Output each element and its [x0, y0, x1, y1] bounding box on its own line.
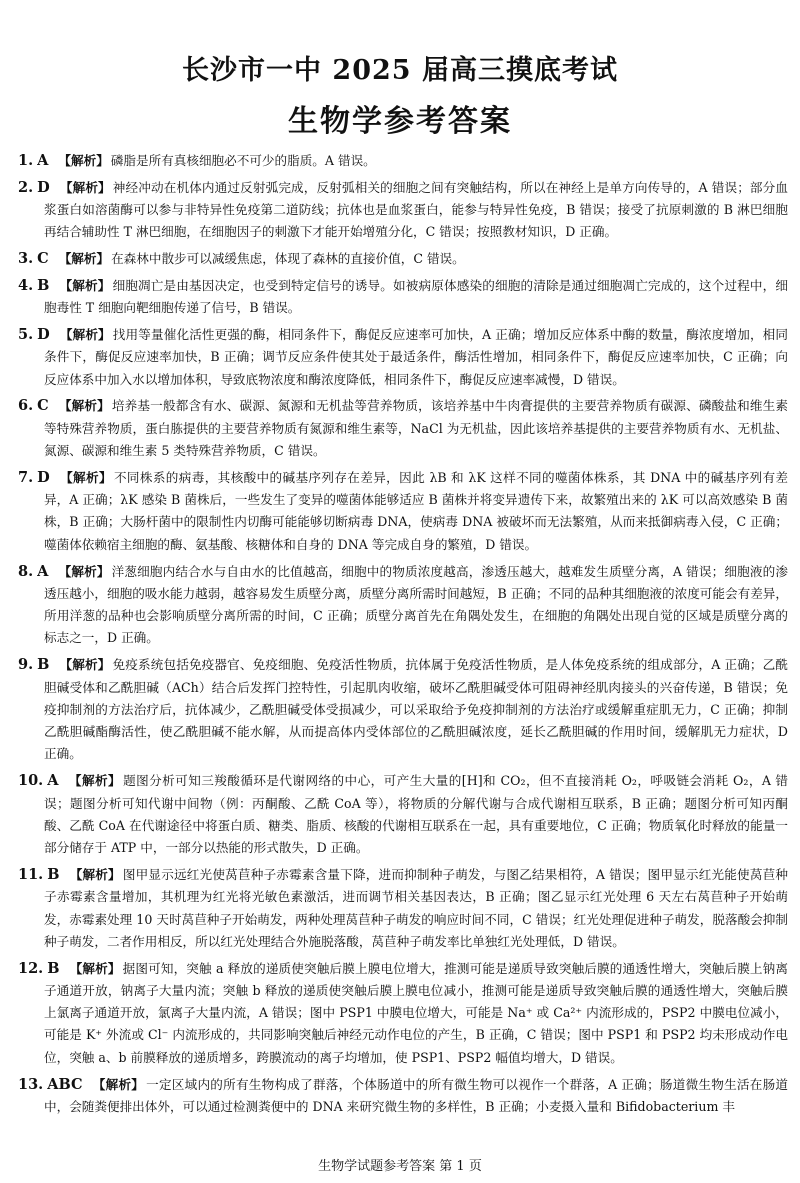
question-number: 7. [18, 468, 34, 486]
analysis-text: 据图可知，突触 a 释放的递质使突触后膜上膜电位增大，推测可能是递质导致突触后膜的通透性增大，突触后膜上钠离子通道开放，钠离子大量内流；突触 b 释放的递质使突触后膜上膜电位减小，推测可能是递质导致突触后膜的通透性增大，突触后膜上氯离子通道开放，氯离子大量内流，A 错误；图中 PSP1 中膜电位增大，可能是 Na⁺ 或 Ca²⁺ 内流形成的，PSP2 中膜电位减小，可能是 K⁺ 外流或 Cl⁻ 内流形成的，共同影响突触后神经元动作电位的产生，B 正确，C 错误；图中 PSP1 和 PSP2 均未形成动作电位，突触 a、b 前膜释放的递质增多，跨膜流动的离子均增加，使 PSP1、PSP2 幅值均增大，D 错误。 [44, 960, 789, 1065]
analysis-tag: 【解析】 [59, 657, 111, 673]
analysis-tag: 【解析】 [58, 398, 110, 414]
question-number: 3. [18, 250, 34, 268]
analysis-tag: 【解析】 [59, 179, 111, 195]
analysis-tag: 【解析】 [58, 251, 110, 267]
analysis-text: 磷脂是所有真核细胞必不可少的脂质。A 错误。 [110, 153, 376, 168]
analysis-text: 一定区域内的所有生物构成了群落，个体肠道中的所有微生物可以视作一个群落，A 正确；肠道微生物生活在肠道中，会随粪便排出体外，可以通过检测粪便中的 DNA 来研究微生物的多样性，B 正确；小麦摄入量和 Bifidobacterium 丰 [44, 1076, 789, 1114]
page-subtitle: 生物学参考答案 [288, 104, 512, 139]
answer-list [18, 150, 788, 1123]
answer-choice: D [37, 326, 50, 344]
question-number: 2. [18, 178, 34, 196]
question-number: 10. [18, 772, 44, 790]
question-number: 8. [18, 562, 34, 580]
answer-choice: C [37, 250, 49, 268]
analysis-text: 免疫系统包括免疫器官、免疫细胞、免疫活性物质，抗体属于免疫活性物质，是人体免疫系统的组成部分，A 正确；乙酰胆碱受体和乙酰胆碱（ACh）结合后发挥门控特性，引起肌肉收缩，破坏乙酰胆碱受体可阻碍神经肌肉接头的兴奋传递，B 错误；免疫抑制剂的方法治疗后，抗体减少，乙酰胆碱受体受损减少，可以采取给予免疫抑制剂的方法治疗或缓解重症肌无力，C 正确；抑制乙酰胆碱酯酶活性，使乙酰胆碱不能水解，从而提高体内受体部位的乙酰胆碱浓度，延长乙酰胆碱的作用时间，缓解肌无力症状，D 正确。 [44, 657, 789, 762]
page-footer: 生物学试题参考答案 第 1 页 [318, 1159, 482, 1174]
answer-item [18, 561, 788, 650]
answer-item [18, 958, 788, 1069]
answer-choice: D [37, 178, 50, 196]
answer-item [18, 248, 788, 270]
answer-choice: A [47, 772, 59, 790]
question-number: 4. [18, 276, 34, 294]
question-number: 11. [18, 865, 44, 883]
answer-item [18, 770, 788, 859]
answer-item [18, 467, 788, 556]
answer-choice: D [37, 468, 50, 486]
analysis-tag: 【解析】 [59, 277, 111, 293]
answer-item [18, 654, 788, 765]
answer-choice: B [37, 276, 50, 294]
analysis-text: 洋葱细胞内结合水与自由水的比值越高，细胞中的物质浓度越高，渗透压越大，越难发生质壁分离，A 错误；细胞液的渗透压越小，细胞的吸水能力越弱，越容易发生质壁分离，质壁分离所需时间越短，B 正确；不同的品种其细胞液的浓度可能会有差异，所用洋葱的品种也会影响质壁分离所需的时间，C 正确；质壁分离首先在角隅处发生，在细胞的角隅处出现自觉的区域是质壁分离的标志之一，D 正确。 [44, 563, 788, 646]
analysis-text: 培养基一般都含有水、碳源、氮源和无机盐等营养物质，该培养基中牛肉膏提供的主要营养物质有碳源、磷酸盐和维生素等特殊营养物质，蛋白胨提供的主要营养物质有氮源和维生素等，NaCl 为无机盐，因此该培养基提供的主要营养物质有水、无机盐、氮源、碳源和维生素 5 类特殊营养物质，C 错误。 [44, 398, 789, 459]
analysis-tag: 【解析】 [69, 960, 121, 976]
analysis-tag: 【解析】 [69, 866, 121, 882]
answer-choice: B [47, 959, 60, 977]
analysis-text: 神经冲动在机体内通过反射弧完成，反射弧相关的细胞之间有突触结构，所以在神经上是单方向传导的，A 错误；部分血浆蛋白如溶菌酶可以参与非特异性免疫第二道防线；抗体也是血浆蛋白，能参与特异性免疫，B 错误；接受了抗原刺激的 B 淋巴细胞再结合辅助性 T 淋巴细胞，在细胞因子的刺激下才能开始增殖分化，C 错误；按照教材知识，D 正确。 [44, 179, 788, 240]
analysis-tag: 【解析】 [92, 1076, 145, 1092]
question-number: 6. [18, 397, 34, 415]
analysis-text: 找用等量催化活性更强的酶，相同条件下，酶促反应速率可加快，A 正确；增加反应体系中酶的数量，酶浓度增加，相同条件下，酶促反应速率加快，B 正确；调节反应条件使其处于最适条件，酶活性增加，相同条件下，酶促反应速率加快，C 正确；向反应体系中加入水以增加体积，导致底物浓度和酶浓度降低，相同条件下，酶促反应速率减慢，D 错误。 [44, 327, 788, 387]
question-number: 5. [18, 326, 34, 344]
analysis-tag: 【解析】 [59, 327, 111, 343]
answer-item [18, 177, 788, 244]
analysis-text: 不同株系的病毒，其核酸中的碱基序列存在差异，因此 λB 和 λK 这样不同的噬菌体株系，其 DNA 中的碱基序列有差异，A 正确；λK 感染 B 菌株后，一些发生了变异的噬菌体能够适应 B 菌株并将变异遗传下来，故繁殖出来的 λK 可以高效感染 B 菌株，B 正确；大肠杆菌中的限制性内切酶可能能够切断病毒 DNA，使病毒 DNA 被破坏而无法繁殖，从而来抵御病毒入侵，C 正确；噬菌体依赖宿主细胞的酶、氨基酸、核糖体和自身的 DNA 等完成自身的繁殖，D 错误。 [44, 469, 789, 552]
question-number: 12. [18, 959, 44, 977]
question-number: 9. [18, 656, 34, 674]
question-number: 13. [18, 1075, 44, 1093]
page-title: 长沙市一中 2025 届高三摸底考试 [182, 55, 618, 86]
answer-item [18, 1074, 788, 1119]
question-number: 1. [18, 152, 34, 169]
analysis-text: 在森林中散步可以减缓焦虑，体现了森林的直接价值，C 错误。 [111, 251, 465, 267]
analysis-tag: 【解析】 [58, 153, 109, 168]
answer-item [18, 150, 788, 172]
answer-item [18, 395, 788, 462]
answer-item [18, 324, 788, 391]
analysis-tag: 【解析】 [59, 469, 112, 485]
answer-choice: ABC [47, 1075, 83, 1093]
analysis-text: 题图分析可知三羧酸循环是代谢网络的中心，可产生大量的[H]和 CO₂，但不直接消耗 O₂，呼吸链会消耗 O₂，A 错误；题图分析可知代谢中间物（例：丙酮酸、乙酰 CoA 等），将物质的分解代谢与合成代谢相互联系，B 正确；题图分析可知丙酮酸、乙酰 CoA 在代谢途径中将蛋白质、糖类、脂质、核酸的代谢相互联系在一起，具有重要地位，C 正确；物质氧化时释放的能量一部分储存于 ATP 中，一部分以热能的形式散失，D 正确。 [44, 773, 788, 856]
analysis-tag: 【解析】 [58, 563, 110, 579]
answer-choice: A [37, 152, 49, 169]
answer-choice: B [37, 656, 50, 674]
answer-choice: A [37, 562, 49, 580]
analysis-text: 细胞凋亡是由基因决定，也受到特定信号的诱导。如被病原体感染的细胞的清除是通过细胞凋亡完成的，这个过程中，细胞毒性 T 细胞向靶细胞传递了信号，B 错误。 [44, 277, 789, 316]
analysis-text: 图甲显示远红光使莴苣种子赤霉素含量下降，进而抑制种子萌发，与图乙结果相符，A 错误；图甲显示红光能使莴苣种子赤霉素含量增加，其机理为红光将光敏色素激活，进而调节相关基因表达，B 正确；图乙显示红光处理 6 天左右莴苣种子开始萌发，赤霉素处理 10 天时莴苣种子开始萌发，两种处理莴苣种子萌发的响应时间不同，C 错误；红光处理促进种子萌发，脱落酸会抑制种子萌发，二者作用相反，所以红光处理结合外施脱落酸，莴苣种子萌发率比单独红光处理低，D 错误。 [44, 866, 788, 949]
answer-choice: B [47, 865, 60, 883]
answer-choice: C [37, 397, 49, 415]
answer-item [18, 864, 788, 953]
analysis-tag: 【解析】 [68, 773, 122, 789]
answer-item [18, 275, 788, 320]
